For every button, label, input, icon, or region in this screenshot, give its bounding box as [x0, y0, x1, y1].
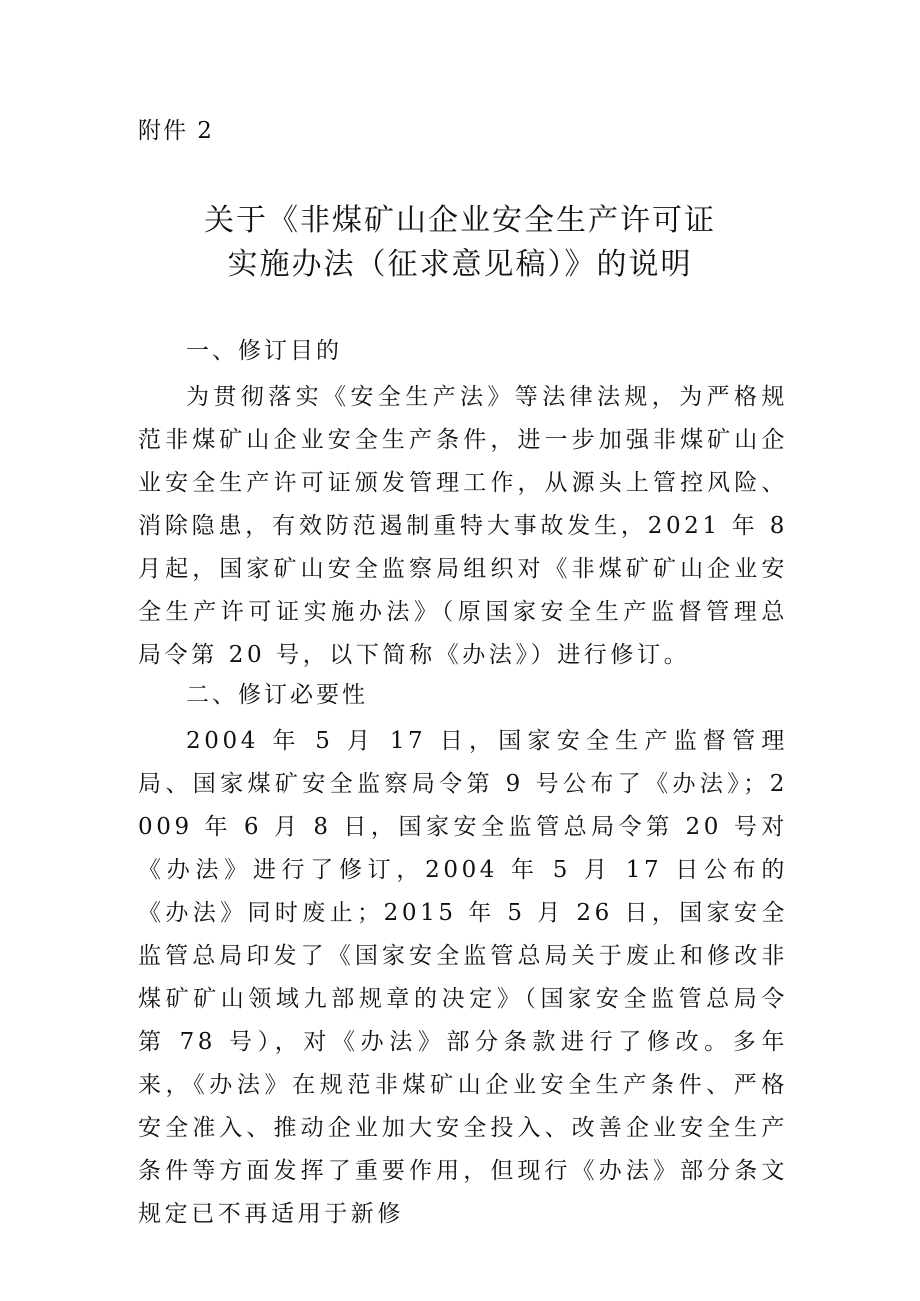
section-heading-necessity: 二、修订必要性	[186, 682, 368, 708]
attachment-label: 附件 2	[138, 118, 214, 144]
document-title-line-1: 关于《非煤矿山企业安全生产许可证	[204, 203, 716, 238]
section-heading-purpose: 一、修订目的	[186, 338, 342, 364]
section-paragraph-necessity: 2004 年 5 月 17 日，国家安全生产监督管理局、国家煤矿安全监察局令第 9 号公布了《办法》；2009 年 6 月 8 日，国家安全监管总局令第 20 号对《办法》进行了修订，2004 年 5 月 17 日公布的《办法》同时废止；2015 年 5 月 26 日，国家安全监管总局印发了《国家安全监管总局关于废止和修改非煤矿矿山领域九部规章的决定》（国家安全监管总局令第 78 号），对《办法》部分条款进行了修改。多年来，《办法》在规范非煤矿山企业安全生产条件、严格安全准入、推动企业加大安全投入、改善企业安全生产条件等方面发挥了重要作用，但现行《办法》部分条文规定已不再适用于新修	[138, 728, 788, 1227]
section-paragraph-purpose: 为贯彻落实《安全生产法》等法律法规，为严格规范非煤矿山企业安全生产条件，进一步加强非煤矿山企业安全生产许可证颁发管理工作，从源头上管控风险、消除隐患，有效防范遏制重特大事故发生，2021 年 8 月起，国家矿山安全监察局组织对《非煤矿矿山企业安全生产许可证实施办法》（原国家安全生产监督管理总局令第 20 号，以下简称《办法》）进行修订。	[138, 384, 788, 668]
document-title-line-2: 实施办法（征求意见稿）》的说明	[227, 247, 693, 282]
